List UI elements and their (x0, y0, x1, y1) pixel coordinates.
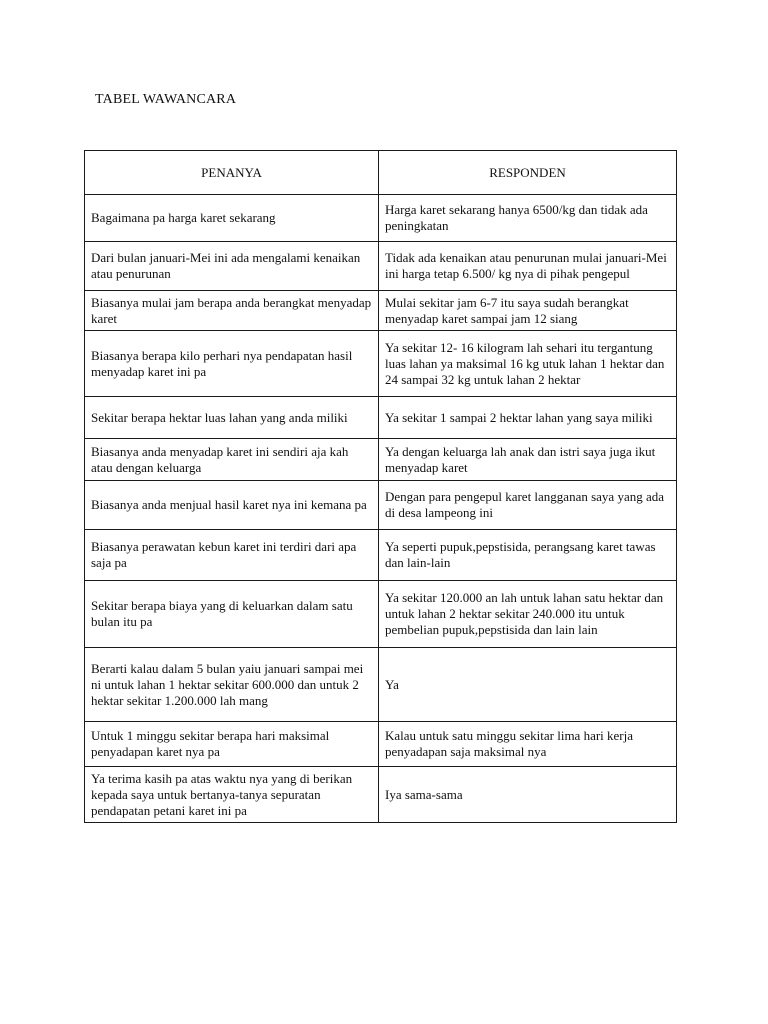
answer-cell: Iya sama-sama (379, 767, 677, 823)
column-header-responden: RESPONDEN (379, 151, 677, 195)
answer-cell: Ya (379, 648, 677, 722)
table-row (85, 242, 677, 291)
page-title: TABEL WAWANCARA (95, 92, 237, 107)
table-row (85, 397, 677, 439)
question-cell: Sekitar berapa biaya yang di keluarkan dalam satu bulan itu pa (85, 581, 379, 648)
table-row (85, 767, 677, 823)
question-cell: Untuk 1 minggu sekitar berapa hari maksimal penyadapan karet nya pa (85, 722, 379, 767)
answer-cell: Ya sekitar 120.000 an lah untuk lahan satu hektar dan untuk lahan 2 hektar sekitar 240.000 itu untuk pembelian pupuk,pepstisida dan lain lain (379, 581, 677, 648)
question-cell: Biasanya perawatan kebun karet ini terdiri dari apa saja pa (85, 530, 379, 581)
question-cell: Bagaimana pa harga karet sekarang (85, 195, 379, 242)
answer-cell: Harga karet sekarang hanya 6500/kg dan tidak ada peningkatan (379, 195, 677, 242)
question-cell: Biasanya berapa kilo perhari nya pendapatan hasil menyadap karet ini pa (85, 331, 379, 397)
answer-cell: Dengan para pengepul karet langganan saya yang ada di desa lampeong ini (379, 481, 677, 530)
question-cell: Biasanya anda menjual hasil karet nya ini kemana pa (85, 481, 379, 530)
interview-table (84, 150, 677, 823)
column-header-penanya: PENANYA (85, 151, 379, 195)
table-row (85, 291, 677, 331)
answer-cell: Ya sekitar 12- 16 kilogram lah sehari itu tergantung luas lahan ya maksimal 16 kg utuk lahan 1 hektar dan 24 sampai 32 kg untuk lahan 2 hektar (379, 331, 677, 397)
question-cell: Berarti kalau dalam 5 bulan yaiu januari sampai mei ni untuk lahan 1 hektar sekitar 600.000 dan untuk 2 hektar sekitar 1.200.000 lah mang (85, 648, 379, 722)
table-row (85, 722, 677, 767)
question-cell: Biasanya mulai jam berapa anda berangkat menyadap karet (85, 291, 379, 331)
table-row (85, 648, 677, 722)
answer-cell: Ya dengan keluarga lah anak dan istri saya juga ikut menyadap karet (379, 439, 677, 481)
question-cell: Dari bulan januari-Mei ini ada mengalami kenaikan atau penurunan (85, 242, 379, 291)
question-cell: Biasanya anda menyadap karet ini sendiri aja kah atau dengan keluarga (85, 439, 379, 481)
table-row (85, 439, 677, 481)
table-row (85, 481, 677, 530)
answer-cell: Mulai sekitar jam 6-7 itu saya sudah berangkat menyadap karet sampai jam 12 siang (379, 291, 677, 331)
answer-cell: Ya sekitar 1 sampai 2 hektar lahan yang saya miliki (379, 397, 677, 439)
answer-cell: Tidak ada kenaikan atau penurunan mulai januari-Mei ini harga tetap 6.500/ kg nya di pihak pengepul (379, 242, 677, 291)
question-cell: Sekitar berapa hektar luas lahan yang anda miliki (85, 397, 379, 439)
table-header-row (85, 151, 677, 195)
answer-cell: Ya seperti pupuk,pepstisida, perangsang karet tawas dan lain-lain (379, 530, 677, 581)
question-cell: Ya terima kasih pa atas waktu nya yang di berikan kepada saya untuk bertanya-tanya sepuratan pendapatan petani karet ini pa (85, 767, 379, 823)
table-row (85, 530, 677, 581)
table-row (85, 581, 677, 648)
table-row (85, 331, 677, 397)
table-row (85, 195, 677, 242)
answer-cell: Kalau untuk satu minggu sekitar lima hari kerja penyadapan saja maksimal nya (379, 722, 677, 767)
